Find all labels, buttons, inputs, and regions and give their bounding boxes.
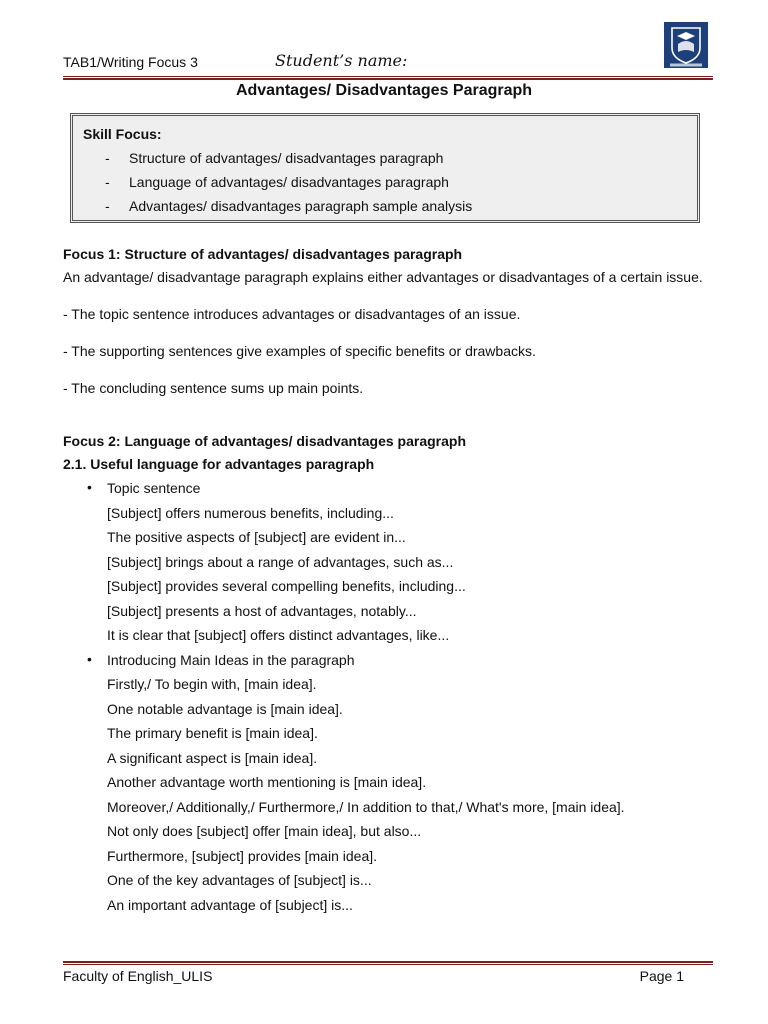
dash-marker: -: [105, 150, 110, 166]
focus2-subheading: 2.1. Useful language for advantages paragraph: [63, 456, 375, 472]
student-name-label: Student’s name:: [275, 51, 408, 70]
skill-focus-item: - Language of advantages/ disadvantages paragraph: [83, 170, 687, 194]
phrase-line: It is clear that [subject] offers distinct advantages, like...: [107, 627, 450, 643]
phrase-line: One notable advantage is [main idea].: [107, 700, 343, 717]
phrase-line: A significant aspect is [main idea].: [107, 749, 318, 766]
phrase-line: The positive aspects of [subject] are evident in...: [107, 529, 406, 545]
dash-marker: -: [105, 174, 110, 190]
skill-focus-item: - Advantages/ disadvantages paragraph sample analysis: [83, 194, 687, 218]
bullet-icon: •: [87, 479, 92, 495]
phrase-line: One of the key advantages of [subject] is...: [107, 872, 372, 888]
phrase-line: An important advantage of [subject] is...: [107, 896, 353, 913]
focus1-point: - The topic sentence introduces advantages or disadvantages of an issue.: [63, 306, 521, 322]
focus2-heading: Focus 2: Language of advantages/ disadvantages paragraph: [63, 433, 466, 449]
page-number: Page 1: [639, 968, 684, 984]
main-content: [63, 243, 713, 917]
group-label: Topic sentence: [107, 480, 201, 496]
bullet-icon: •: [87, 650, 92, 667]
course-code: TAB1/Writing Focus 3: [63, 54, 198, 70]
phrase-line: Furthermore, [subject] provides [main idea].: [107, 847, 378, 864]
phrase-line: Not only does [subject] offer [main idea], but also...: [107, 823, 422, 839]
footer-faculty: Faculty of English_ULIS: [63, 968, 213, 984]
phrase-line: [Subject] offers numerous benefits, including...: [107, 504, 394, 521]
focus1-point: - The supporting sentences give examples of specific benefits or drawbacks.: [63, 343, 536, 359]
phrase-line: Firstly,/ To begin with, [main idea].: [107, 676, 317, 692]
phrase-line: [Subject] brings about a range of advantages, such as...: [107, 553, 454, 570]
topic-sentence-group: [63, 476, 713, 648]
phrase-line: Another advantage worth mentioning is [main idea].: [107, 774, 427, 790]
skill-focus-item: - Structure of advantages/ disadvantages paragraph: [83, 146, 687, 170]
footer-rule: [63, 961, 713, 965]
phrase-line: The primary benefit is [main idea].: [107, 725, 318, 741]
main-ideas-group: [63, 648, 713, 918]
focus1-point: - The concluding sentence sums up main points.: [63, 380, 364, 396]
phrase-line: Moreover,/ Additionally,/ Furthermore,/ In addition to that,/ What's more, [main idea].: [107, 798, 625, 815]
group-label: Introducing Main Ideas in the paragraph: [107, 651, 355, 668]
phrase-line: [Subject] presents a host of advantages, notably...: [107, 602, 417, 619]
focus1-intro: An advantage/ disadvantage paragraph explains either advantages or disadvantages of a certain issue.: [63, 269, 703, 285]
skill-focus-heading: Skill Focus:: [83, 126, 162, 142]
focus1-heading: Focus 1: Structure of advantages/ disadvantages paragraph: [63, 246, 463, 262]
university-logo: [664, 22, 708, 68]
header-rule: [63, 76, 713, 80]
phrase-line: [Subject] provides several compelling benefits, including...: [107, 578, 466, 594]
skill-focus-box: [70, 113, 700, 223]
dash-marker: -: [105, 198, 110, 214]
page-title: Advantages/ Disadvantages Paragraph: [235, 82, 533, 99]
